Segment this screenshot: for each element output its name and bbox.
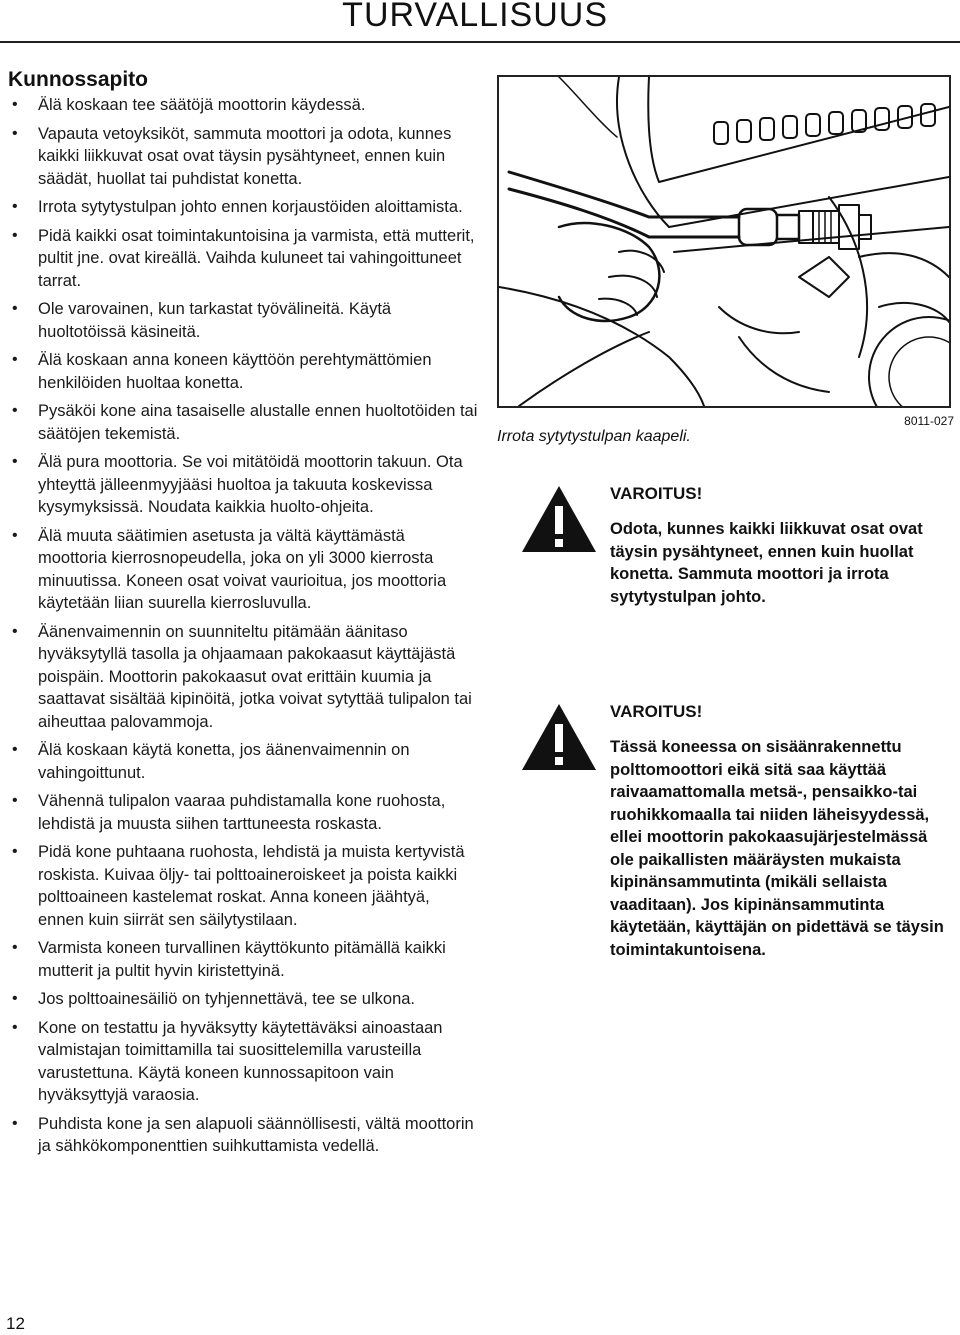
warning-title: VAROITUS! (610, 702, 703, 721)
list-item: • Älä koskaan tee säätöjä moottorin käydessä. (8, 94, 478, 117)
list-item: • Puhdista kone ja sen alapuoli säännöllisesti, vältä moottorin ja sähkökomponenttien suihkuttamista vedellä. (12, 1114, 474, 1155)
bullet-icon: • (12, 792, 18, 809)
bullet-icon: • (12, 939, 18, 956)
figure-caption: Irrota sytytystulpan kaapeli. (497, 428, 691, 445)
list-item: • Älä koskaan anna koneen käyttöön perehtymättömien henkilöiden huoltaa konetta. (12, 351, 432, 392)
list-item: • Vapauta vetoyksiköt, sammuta moottori ja odota, kunnes kaikki liikkuvat osat ovat täysin pysähtyneet, ennen kuin säädät, huollat tai puhdistat konetta. (12, 124, 452, 188)
safety-rules-list (8, 94, 478, 1158)
bullet-icon: • (12, 843, 18, 860)
bullet-icon: • (12, 1114, 18, 1132)
bullet-icon: • (12, 198, 18, 215)
bullet-icon: • (12, 351, 18, 368)
list-item: • Ole varovainen, kun tarkastat työvälineitä. Käytä huoltotöissä käsineitä. (12, 300, 392, 341)
spark-plug-illustration (497, 75, 951, 408)
page-title: TURVALLISUUS (342, 0, 608, 34)
bullet-icon: • (12, 526, 18, 544)
list-item: • Äänenvaimennin on suunniteltu pitämään äänitaso hyväksytyllä tasolla ja ohjaamaan pakokaasut käyttäjästä poispäin. Moottorin pakokaasut ovat erittäin kuumia ja saattavat sisältää kipinöitä, jotka voivat sytyttää tulipalon tai aiheuttaa palovammoja. (12, 622, 472, 731)
figure-code: 8011-027 (904, 414, 954, 428)
bullet-icon: • (12, 741, 18, 758)
list-item: • Irrota sytytystulpan johto ennen korjaustöiden aloittamista. (8, 196, 478, 219)
bullet-icon: • (12, 453, 18, 470)
list-item: • Jos polttoainesäiliö on tyhjennettävä, tee se ulkona. (8, 988, 478, 1011)
list-item: • Älä pura moottoria. Se voi mitätöidä moottorin takuun. Ota yhteyttä jälleenmyyjääsi huoltoa ja takuuta koskevissa kysymyksissä. Noudata kaikkia huolto-ohjeita. (12, 453, 463, 516)
page-number: 12 (6, 1314, 25, 1333)
bullet-icon: • (12, 990, 18, 1007)
list-item: • Vähennä tulipalon vaaraa puhdistamalla kone ruohosta, lehdistä ja muusta siihen tarttuneesta roskasta. (12, 792, 446, 833)
bullet-icon: • (12, 96, 18, 113)
list-item: • Varmista koneen turvallinen käyttökunto pitämällä kaikki mutterit ja pultit hyvin kiristettyinä. (12, 939, 446, 980)
list-item: • Pysäköi kone aina tasaiselle alustalle ennen huoltotöiden tai säätöjen tekemistä. (12, 402, 478, 443)
warning-text: Odota, kunnes kaikki liikkuvat osat ovat täysin pysähtyneet, ennen kuin huollat konetta. Sammuta moottori ja irrota sytytystulpan johto. (610, 520, 923, 606)
warning-triangle-icon (520, 702, 598, 772)
page-header (0, 0, 960, 40)
bullet-icon: • (12, 300, 18, 317)
bullet-icon: • (12, 622, 18, 640)
bullet-icon: • (12, 226, 18, 244)
list-item: • Älä koskaan käytä konetta, jos äänenvaimennin on vahingoittunut. (12, 741, 410, 782)
list-item: • Kone on testattu ja hyväksytty käytettäväksi ainoastaan valmistajan toimittamilla tai suosittelemilla varusteilla varustettuna. Käytä koneen kunnossapitoon vain hyväksyttyjä varaosia. (12, 1018, 443, 1104)
warning-text: Tässä koneessa on sisäänrakennettu polttomoottori eikä sitä saa käyttää raivaamattomalla metsä-, pensaikko-tai ruohikkomaalla tai niiden läheisyydessä, ellei moottorin pakokaasujärjestelmässä ole paikallisten määräysten mukaista kipinänsammutinta (mikäli sellaista vaaditaan). Jos kipinänsammutinta käytetään, käyttäjän on pidettävä se täysin toimintakuntoisena. (610, 738, 944, 959)
bullet-icon: • (12, 402, 18, 419)
maintenance-section (8, 68, 478, 1164)
list-item: • Älä muuta säätimien asetusta ja vältä käyttämästä moottoria kierrosnopeudella, joka on yli 3000 kierrosta minuutissa. Koneen osat voivat vaurioitua, jos moottoria käytetään liian suurella kierrosluvulla. (12, 526, 447, 612)
section-heading: Kunnossapito (8, 68, 148, 91)
header-divider (0, 41, 960, 43)
warning-triangle-icon (520, 484, 598, 554)
list-item: • Pidä kone puhtaana ruohosta, lehdistä ja muista kertyvistä roskista. Kuivaa öljy- tai polttoaineroiskeet ja poista kaikki polttoaineen kastelemat roskat. Anna koneen jäähtyä, ennen kuin siirrät sen säilytystilaan. (12, 843, 465, 929)
list-item: • Pidä kaikki osat toimintakuntoisina ja varmista, että mutterit, pultit jne. ovat kireällä. Vaihda kuluneet tai vahingoittuneet tarrat. (12, 226, 475, 290)
bullet-icon: • (12, 124, 18, 142)
spark-plug-drawing (499, 77, 949, 406)
warning-title: VAROITUS! (610, 484, 703, 503)
bullet-icon: • (12, 1018, 18, 1036)
